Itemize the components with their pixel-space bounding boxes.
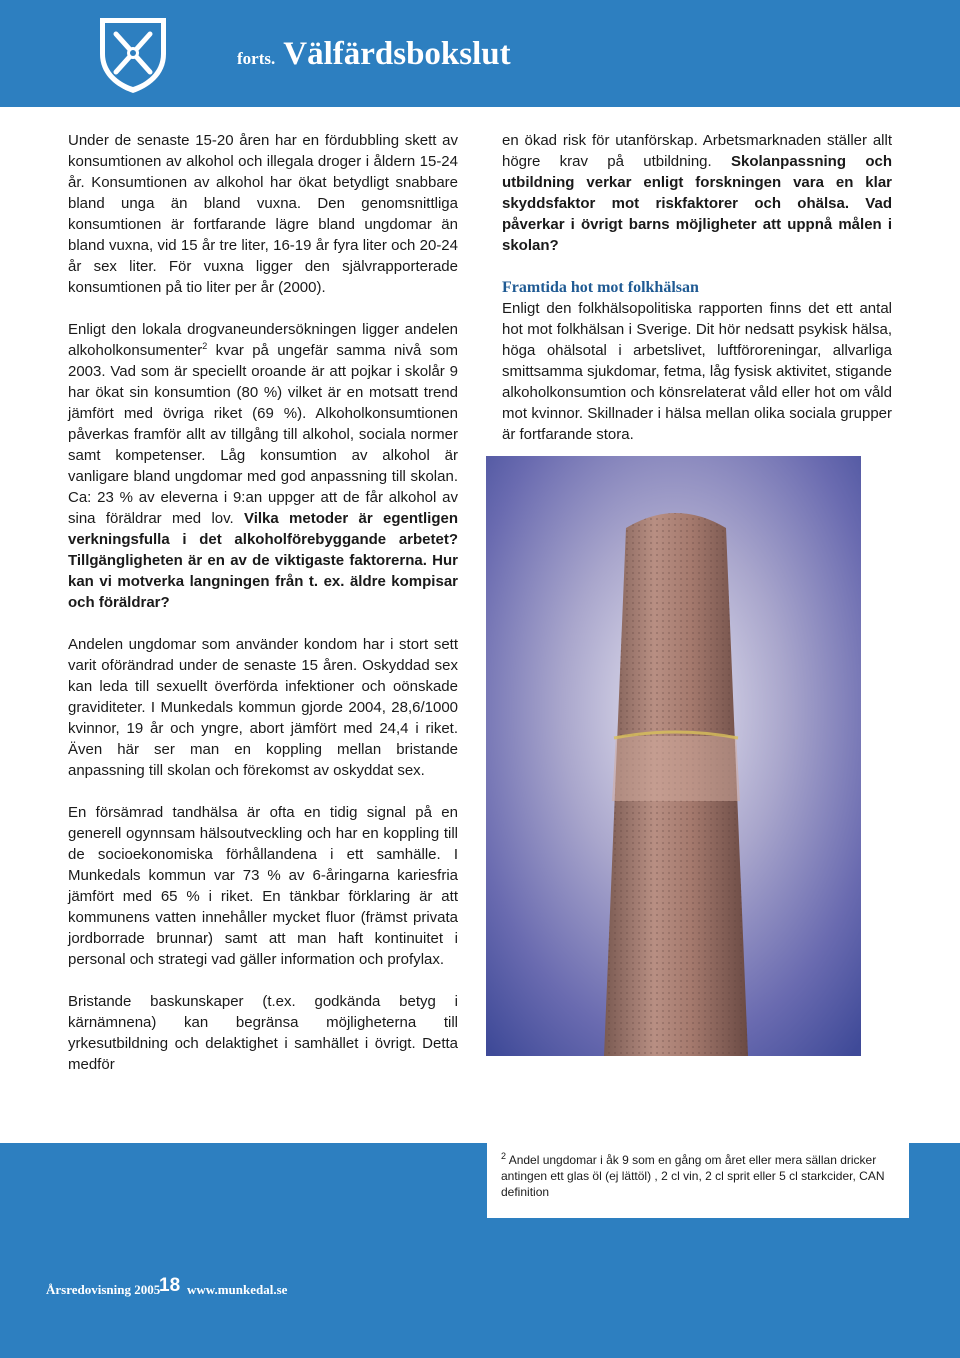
document-title — [237, 36, 511, 73]
paragraph-sexual-health: Andelen ungdomar som använder kondom har i stort sett varit oförändrad under de senaste 15 åren. Oskyddad sex kan leda till sexuellt överförda infektioner och oönskade graviditeter. I Munkedals kommun gjorde 2004, 28,6/1000 kvinnor, 19 år och yngre, abort jämfört med 24,4 i riket. Även här ser man en koppling mellan bristande anpassning till skolan och förekomst av oskyddat sex. — [68, 636, 458, 779]
paragraph-health-threats: Enligt den folkhälsopolitiska rapporten finns det ett antal hot mot folkhälsan i Sverige. Dit hör nedsatt psykisk hälsa, höga ohälsotal i arbetslivet, luftföroreningar, allvarliga smittsamma sjukdomar, fetma, låg fysisk aktivitet, stigande alkoholkonsumtion och könsrelaterat våld eller hot om våld mot kvinnor. Skillnader i hälsa mellan olika sociala grupper är fortfarande stora. — [502, 300, 892, 443]
footnote-box — [487, 1143, 909, 1218]
paragraph-education: Bristande baskunskaper (t.ex. godkända betyg i kärnämnena) kan begränsa möjligheterna till yrkesutbildning och delaktighet i samhället i övrigt. Detta medför — [68, 993, 458, 1073]
paragraph-exclusion — [502, 130, 892, 256]
footnote-number: 2 — [501, 1151, 507, 1161]
right-column — [502, 130, 892, 445]
left-column — [68, 130, 458, 1075]
paragraph-alcohol-trend: Under de senaste 15-20 åren har en fördubbling skett av konsumtionen av alkohol och illegala droger i åldern 15-24 år. Konsumtionen av alkohol har ökat betydligt snabbare bland unga än bland vuxna. Den genomsnittliga konsumtionen är fortfarande lägre bland ungdomar än bland vuxna, vid 15 år tre liter, 16-19 år fyra liter och 20-24 år sex liter. För vuxna ligger den självrapporterade konsumtionen på tio liter per år (2000). — [68, 132, 458, 296]
drug-survey-text-a: Enligt den lokala drogvaneundersökningen ligger andelen alkoholkonsumenter — [68, 321, 458, 359]
website-link[interactable]: www.munkedal.se — [187, 1282, 288, 1297]
drug-survey-questions: Vilka metoder är egentligen verkningsfulla i det alkoholförebyggande arbetet? Tillgängligheten är en av de viktigaste faktorerna. Hur kan vi motverka langningen från t. ex. äldre kompisar och föräldrar? — [68, 510, 459, 611]
page-number: 18 — [159, 1275, 181, 1296]
section-heading: Framtida hot mot folkhälsan — [502, 279, 699, 296]
bandage-photo — [486, 456, 861, 1056]
footnote-text: Andel ungdomar i åk 9 som en gång om året eller mera sällan dricker antingen ett glas öl (ej lättöl) , 2 cl vin, 2 cl sprit eller 5 cl starkcider, CAN definition — [501, 1153, 885, 1199]
footnote — [501, 1148, 896, 1200]
paragraph-drug-survey — [68, 319, 458, 613]
drug-survey-text-b: kvar på ungefär samma nivå som 2003. Vad som är speciellt oroande är att pojkar i skolår 9 har ökat sin konsumtion (80 %) vilket är en motsatt trend jämfört med övriga riket (69 %). Alkoholkonsumtionen påverkas framför allt av tillgång till alkohol, sociala normer samt kompetenser. Låg konsumtion av alkohol är vanligare bland ungdomar med god anpassning till skolan. Ca: 23 % av eleverna i 9:an uppger att de får alkohol av sina föräldrar med lov. — [68, 342, 458, 527]
page-title: Välfärdsbokslut — [283, 36, 511, 72]
title-prefix: forts. — [237, 49, 276, 68]
publication-name: Årsredovisning 2005 — [46, 1282, 161, 1297]
paragraph-dental-health: En försämrad tandhälsa är ofta en tidig signal på en generell ogynnsam hälsoutveckling och har en koppling till de socioekonomiska förhållandena i ett samhälle. I Munkedals kommun var 73 % av 6-åringarna kariesfria jämfört med 65 % i riket. En tänkbar förklaring är att kommunens vatten innehåller mycket fluor (främst privata jordborrade brunnar) samt att man haft kontinuitet i personal och strategi vad gäller information och profylax. — [68, 804, 458, 968]
footnote-ref: 2 — [202, 341, 208, 351]
exclusion-text: en ökad risk för utanförskap. Arbetsmarknaden ställer allt högre krav på utbildning. — [502, 132, 892, 170]
exclusion-bold-text: Skolanpassning och utbildning verkar enligt forskningen vara en klar skyddsfaktor mot riskfaktorer och ohälsa. Vad påverkar i övrigt barns möjligheter att uppnå målen i skolan? — [502, 153, 892, 254]
municipal-crest-icon — [96, 14, 170, 96]
header-band — [0, 0, 960, 107]
